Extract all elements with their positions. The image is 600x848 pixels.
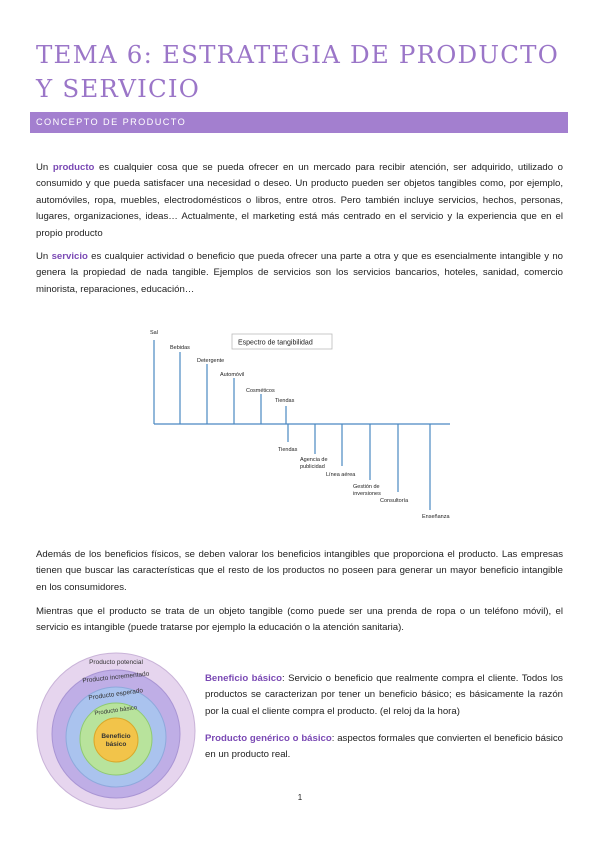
term-beneficio-basico: Beneficio básico xyxy=(205,673,282,684)
label-tiendas-top: Tiendas xyxy=(275,398,295,404)
label-detergente: Detergente xyxy=(197,358,225,364)
label-core-1: Beneficio xyxy=(101,733,131,740)
label-tiendas-bottom: Tiendas xyxy=(278,447,298,453)
paragraph-servicio xyxy=(36,249,563,298)
label-producto-potencial: Producto potencial xyxy=(89,659,143,666)
tangible-bars xyxy=(154,340,450,510)
label-core-2: básico xyxy=(105,741,127,748)
section-header: CONCEPTO DE PRODUCTO xyxy=(30,112,568,133)
diagram-title: Espectro de tangibilidad xyxy=(238,339,313,347)
label-agencia-2: publicidad xyxy=(300,464,325,470)
label-cosmeticos: Cosméticos xyxy=(246,388,275,394)
text-run: : aspectos formales que convierten el beneficio básico en un producto real. xyxy=(205,733,564,761)
label-consultoria: Consultoría xyxy=(380,498,409,504)
term-producto: producto xyxy=(52,162,95,173)
page-title: TEMA 6: ESTRATEGIA DE PRODUCTO Y SERVICIO xyxy=(36,40,559,103)
text-run: Un xyxy=(36,251,52,262)
label-producto-incrementado: Producto incrementado xyxy=(82,670,150,685)
label-producto-esperado: Producto esperado xyxy=(88,687,144,702)
label-agencia-1: Agencia de xyxy=(300,457,328,463)
product-levels-diagram xyxy=(35,650,197,810)
label-linea-aerea: Línea aérea xyxy=(326,472,356,478)
label-gestion-2: inversiones xyxy=(353,491,381,497)
text-run: es cualquier actividad o beneficio que pueda ofrecer una parte a otra y que es esencialmente intangible y no genera la propiedad de nada tangible. Ejemplos de servicios son los servicios bancarios, hoteles, sanidad, comercio minorista, reparaciones, educación… xyxy=(36,251,563,295)
core-beneficio-basico xyxy=(94,718,138,762)
label-gestion-1: Gestión de xyxy=(353,484,380,490)
term-producto-generico: Producto genérico o básico xyxy=(205,733,332,744)
text-run: : Servicio o beneficio que realmente compra el cliente. Todos los productos se caracterizan por tener un beneficio básico; es básicamente la razón por la cual el cliente compra el producto. (el reloj da la hora) xyxy=(205,673,563,717)
page-number: 1 xyxy=(297,793,303,802)
label-sal: Sal xyxy=(150,330,158,336)
label-producto-basico: Producto básico xyxy=(94,705,138,717)
label-bebidas: Bebidas xyxy=(170,345,190,351)
text-run: es cualquier cosa que se pueda ofrecer en un mercado para recibir atención, ser adquirido, utilizado o consumido y que pueda satisfacer una necesidad o deseo. Un producto pueden ser objetos tangibles como, por ejemplo, automóviles, ropa, muebles, electrodomésticos o libros, entre otros. Pero también incluye servicios, hechos, personas, lugares, organizaciones, ideas… Actualmente, el marketing está más centrado en el servicio y la experiencia que en el propio producto xyxy=(36,162,563,239)
label-automovil: Automóvil xyxy=(220,372,245,378)
paragraph-beneficio-basico xyxy=(205,671,563,720)
paragraph-producto-generico xyxy=(205,731,563,764)
label-ensenanza: Enseñanza xyxy=(422,514,450,520)
paragraph-beneficios: Además de los beneficios físicos, se deben valorar los beneficios intangibles que proporciona el producto. Las empresas tienen que buscar las características que el resto de los productos no poseen para generar un mayor beneficio intangible en los consumidores. xyxy=(36,549,563,593)
paragraph-tangible: Mientras que el producto se trata de un objeto tangible (como puede ser una prenda de ropa o un teléfono móvil), el servicio es intangible (puede tratarse por ejemplo la educación o la atención sanitaria). xyxy=(36,606,563,634)
text-run: Un xyxy=(36,162,53,173)
tangibility-spectrum-diagram xyxy=(140,320,470,525)
paragraph-producto xyxy=(36,160,563,242)
term-servicio: servicio xyxy=(51,251,88,262)
